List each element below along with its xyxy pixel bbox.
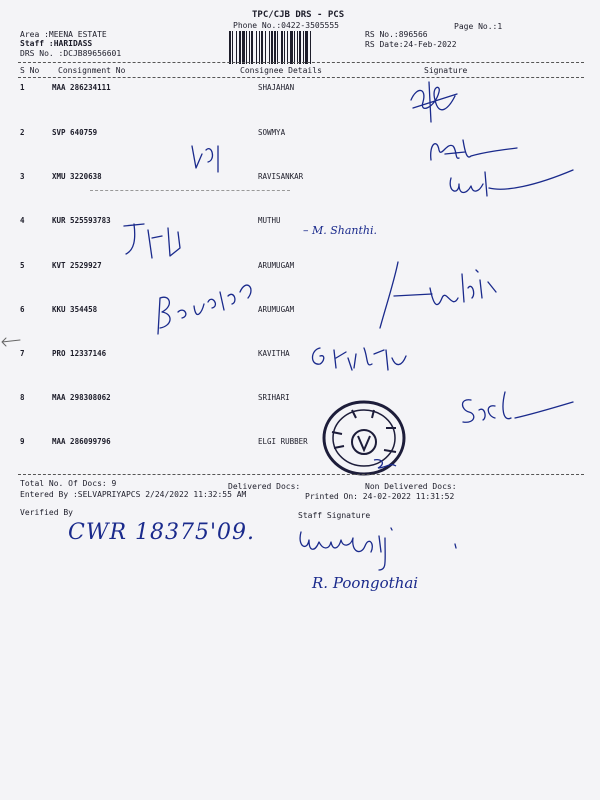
staff-label: Staff :HARIDASS bbox=[20, 39, 93, 48]
column-header-consignee: Consignee Details bbox=[240, 66, 322, 75]
row-consignee: KAVITHA bbox=[258, 349, 290, 358]
header-divider bbox=[18, 62, 584, 63]
row-consignment: KUR 525593783 bbox=[52, 216, 111, 225]
faint-dash-mark bbox=[90, 190, 290, 191]
signature-scribble-row4 bbox=[118, 220, 198, 260]
row-consignee: MUTHU bbox=[258, 216, 281, 225]
row-consignment: MAA 286234111 bbox=[52, 83, 111, 92]
total-docs: Total No. Of Docs: 9 bbox=[20, 479, 117, 488]
row-serial: 1 bbox=[20, 83, 25, 92]
row-serial: 8 bbox=[20, 393, 25, 402]
barcode-image bbox=[228, 31, 358, 64]
column-header-signature: Signature bbox=[424, 66, 468, 75]
signature-scribble-row7 bbox=[308, 344, 413, 374]
signature-scribble-row2 bbox=[425, 134, 520, 168]
signature-scribble-row1 bbox=[405, 78, 465, 128]
rs-number: RS No.:896566 bbox=[365, 30, 428, 39]
handwritten-verifier-id: CWR 18375'09. bbox=[68, 520, 256, 545]
row-consignment: MAA 298308062 bbox=[52, 393, 111, 402]
handwritten-staff-name: R. Poongothai bbox=[312, 574, 419, 592]
signature-scribble-row8 bbox=[455, 388, 575, 433]
row-serial: 3 bbox=[20, 172, 25, 181]
row-consignee: SOWMYA bbox=[258, 128, 286, 137]
row-serial: 7 bbox=[20, 349, 25, 358]
printed-on: Printed On: 24-02-2022 11:31:52 bbox=[305, 492, 455, 501]
row-serial: 9 bbox=[20, 437, 25, 446]
entered-by: Entered By :SELVAPRIYAPCS 2/24/2022 11:32:55 AM bbox=[20, 490, 247, 499]
row-consignment: SVP 640759 bbox=[52, 128, 98, 137]
margin-arrow-mark bbox=[0, 336, 24, 348]
column-divider bbox=[18, 77, 584, 78]
phone-number: Phone No.:0422-3505555 bbox=[233, 21, 339, 30]
row-consignee: ARUMUGAM bbox=[258, 261, 295, 270]
row-consignee: SHAJAHAN bbox=[258, 83, 295, 92]
verified-by-label: Verified By bbox=[20, 508, 73, 517]
postal-stamp-seal bbox=[322, 398, 412, 478]
staff-signature-label: Staff Signature bbox=[298, 511, 371, 520]
table-bottom-divider bbox=[18, 474, 584, 475]
area-label: Area :MEENA ESTATE bbox=[20, 30, 107, 39]
row-consignment: XMU 3220638 bbox=[52, 172, 102, 181]
row-serial: 6 bbox=[20, 305, 25, 314]
page-number: Page No.:1 bbox=[454, 22, 503, 31]
column-header-sno: S No bbox=[20, 66, 40, 75]
row-consignment: MAA 286099796 bbox=[52, 437, 111, 446]
drs-number: DRS No. :DCJB89656601 bbox=[20, 49, 122, 58]
signature-scribble-row5 bbox=[150, 272, 265, 342]
row-serial: 4 bbox=[20, 216, 25, 225]
row-consignee: ELGI RUBBER bbox=[258, 437, 308, 446]
row-consignment: KVT 2529927 bbox=[52, 261, 102, 270]
staff-signature-scribble bbox=[295, 522, 465, 572]
row-consignee: SRIHARI bbox=[258, 393, 290, 402]
column-header-consignment: Consignment No bbox=[58, 66, 126, 75]
row-consignee: RAVISANKAR bbox=[258, 172, 304, 181]
row-consignee: ARUMUGAM bbox=[258, 305, 295, 314]
non-delivered-docs: Non Delivered Docs: bbox=[365, 482, 457, 491]
row-consignment: KKU 354458 bbox=[52, 305, 98, 314]
handwritten-receiver-row4: – M. Shanthi. bbox=[303, 224, 378, 237]
delivered-docs: Delivered Docs: bbox=[228, 482, 301, 491]
document-title: TPC/CJB DRS - PCS bbox=[252, 10, 345, 20]
rs-date: RS Date:24-Feb-2022 bbox=[365, 40, 457, 49]
row-consignment: PRO 12337146 bbox=[52, 349, 107, 358]
row-serial: 2 bbox=[20, 128, 25, 137]
signature-scribble-row3 bbox=[445, 166, 575, 204]
signature-scribble-row2-left bbox=[188, 140, 238, 175]
row-serial: 5 bbox=[20, 261, 25, 270]
signature-scribble-row6 bbox=[372, 258, 517, 330]
